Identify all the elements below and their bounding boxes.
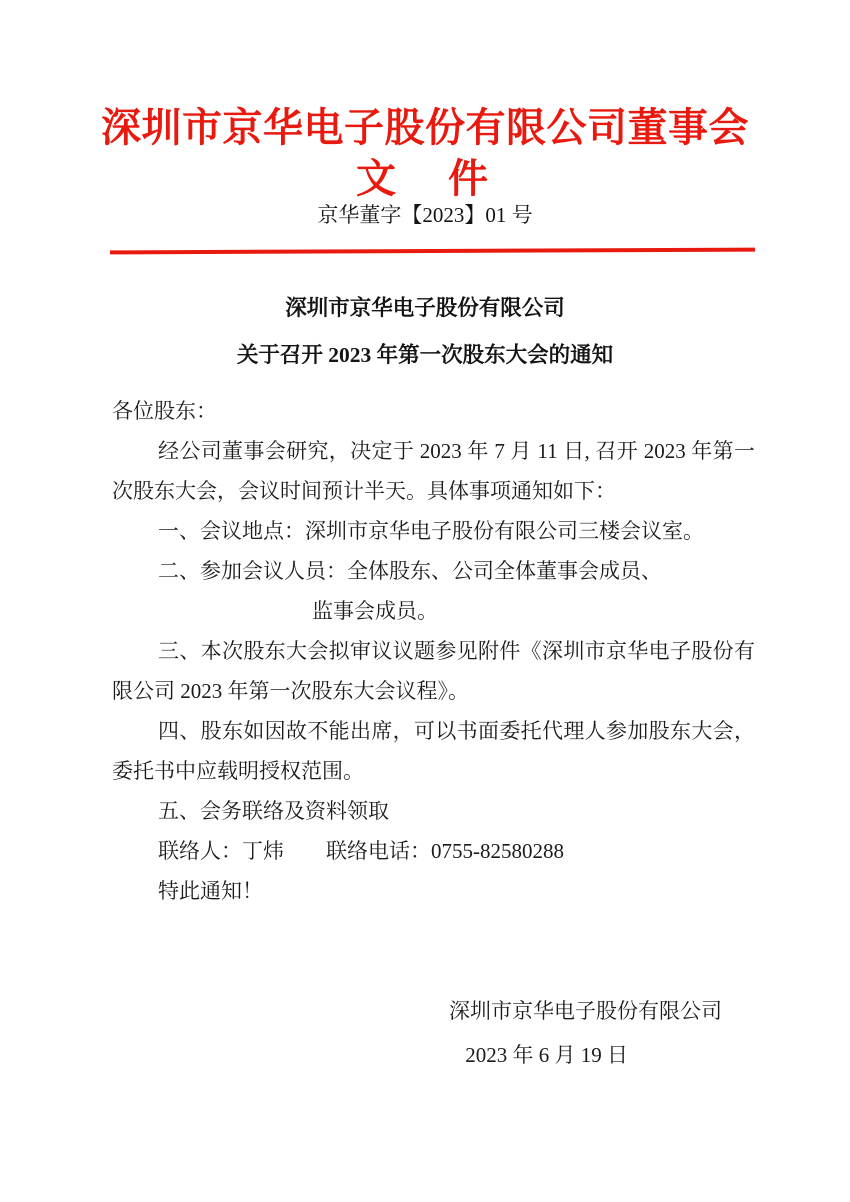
paragraph-contact-info: 联络人：丁炜 联络电话：0755-82580288 [158,839,564,863]
notice-heading-subject: 关于召开 2023 年第一次股东大会的通知 [236,343,614,367]
document-number: 京华董字【2023】01 号 [317,203,533,227]
paragraph-item-2-attendees: 二、参加会议人员：全体股东、公司全体董事会成员、 [158,559,662,583]
salutation: 各位股东： [112,399,217,423]
signature-date: 2023 年 6 月 19 日 [465,1043,628,1067]
paragraph-intro: 经公司董事会研究，决定于 2023 年 7 月 11 日, 召开 2023 年第一次股东大会，会议时间预计半天。具体事项通知如下： [112,439,755,503]
red-divider-rule [110,248,755,255]
letterhead-title-line1: 深圳市京华电子股份有限公司董事会 [101,105,749,150]
notice-heading-company: 深圳市京华电子股份有限公司 [285,296,565,320]
paragraph-item-3-agenda: 三、本次股东大会拟审议议题参见附件《深圳市京华电子股份有限公司 2023 年第一次股东大会议程》。 [112,639,755,703]
notice-body [112,391,755,911]
letterhead [0,0,850,228]
paragraph-item-2-continuation: 监事会成员。 [312,599,438,623]
letterhead-title-line2: 文 件 [356,156,494,201]
paragraph-item-1-location: 一、会议地点：深圳市京华电子股份有限公司三楼会议室。 [158,519,704,543]
paragraph-item-4-proxy: 四、股东如因故不能出席，可以书面委托代理人参加股东大会，委托书中应载明授权范围。 [112,719,755,783]
paragraph-closing: 特此通知！ [158,879,263,903]
paragraph-item-5-contact-heading: 五、会务联络及资料领取 [158,799,389,823]
signature-block [0,989,850,1077]
signature-company: 深圳市京华电子股份有限公司 [449,999,722,1023]
